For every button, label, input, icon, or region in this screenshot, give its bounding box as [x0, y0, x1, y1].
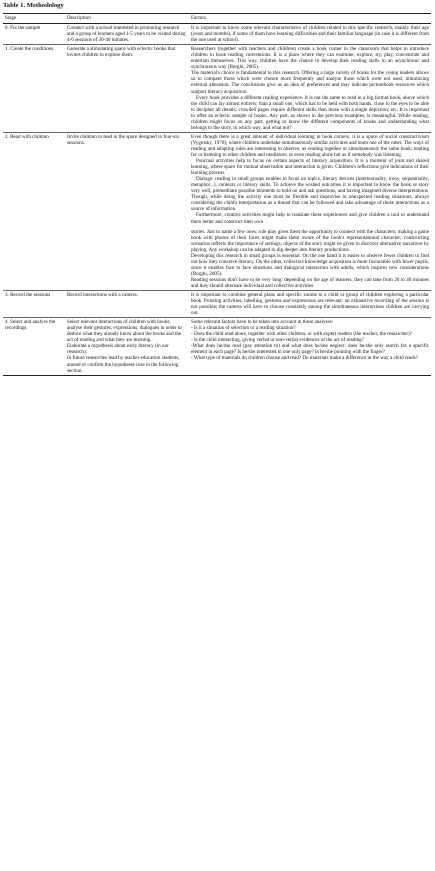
header-factors: Factors — [189, 14, 431, 24]
stage-cell: 0. Fix the sample — [5, 25, 41, 32]
factors-paragraph: It is important to know some relevant characteristics of children related to this specific research, mainly their age (years and months), if some of them have learning difficulties and their familiar language (in case it is different from the one used at school). — [191, 25, 429, 44]
factors-question: - Is the child interacting, giving verbal or non-verbal evidences of the act of reading? — [191, 337, 364, 344]
methodology-table — [3, 13, 431, 376]
header-stage: Stage — [3, 14, 65, 24]
description-cell — [65, 318, 189, 375]
factors-question: -What does he/she read (pay attention to) and what does he/she neglect: does he/she only search for a specific element in each page? Is he/she interested in one only page? Is he/she pointing with the finger? — [191, 343, 429, 356]
description-text: Generate a stimulating space with eclectic books that invites children to explore them. — [67, 46, 176, 59]
description-text: Elaborate a hypothesis about early literacy (in our research). — [67, 343, 169, 356]
table-row — [3, 318, 431, 375]
factors-paragraph: Developing this research in small groups is essential. On the one hand it is easier to observe fewer children to find out how they conceive literacy. On the other, collective knowledge acquisition is more favourable with fewer pupils, since it enables face to face situations and dialogical interaction with adults, which inspires new considerations (Borghi, 2005). — [191, 252, 429, 277]
factors-paragraph: It is important to combine general plans and specific zooms to a child or group of children exploring a particular book. Pointing activities, labelling, gestures and expressions are relevant: an exhaustive recording of the session is not possible; the camera will have to choose constantly among the simultaneous interactions children are carrying out. — [191, 292, 429, 317]
factors-question: - Is it a situation of selection or a reading situation? — [191, 325, 296, 332]
description-cell — [65, 45, 189, 133]
table-row — [3, 132, 431, 290]
factors-paragraph: stories. Just to name a few ones: role play gives them the opportunity to connect with the characters; making a game book with photos of their faces might make them aware of the book's representational character; constructing scenarios reflects the importance of settings; objects of the story might be given to discover alternative narratives by playing. Any workshop can be adapted to dig deeper into literary productions. — [191, 228, 429, 253]
factors-question: - What type of materials do children choose and read? Do materials make a difference in the way a child reads? — [191, 355, 418, 362]
stage-cell: 3. Record the sessions — [3, 291, 65, 318]
description-text: Connect with a school interested in promoting research and a group of learners aged 1-5 years to be visited during 4-6 sessions of 30-40 minutes. — [67, 25, 186, 44]
factors-cell — [189, 45, 431, 133]
stage-cell: 2. Read with children — [3, 132, 65, 290]
table-row — [3, 291, 431, 318]
header-description: Description — [65, 14, 189, 24]
document — [3, 2, 431, 376]
table-row — [3, 24, 431, 45]
description-text: Select relevant interactions of children with books; analyse their gestures, expressions, dialogues in order to deduce what they already know about the books and the act of reading and what they are learning. — [67, 319, 182, 344]
factors-paragraph: Furthermore, creative activities might help to translate these experiences and give children a tool to understand them better and construct their own — [191, 212, 429, 225]
factors-paragraph: Punctual activities help to focus on certain aspects of literacy acquisition. It is a moment of joint and shared learning, where space for mutual observation and interaction is given. Children's reflections give indications of their learning process. — [191, 158, 429, 177]
stage-cell: 4. Select and analyse the recordings — [3, 318, 65, 375]
stage-cell: 1. Create the conditions — [3, 45, 65, 133]
description-text: Record interactions with a camera. — [67, 292, 138, 299]
description-cell — [65, 24, 189, 45]
factors-paragraph: Some relevant factors have to be taken into account in these analyses: — [191, 319, 334, 326]
description-cell — [65, 291, 189, 318]
description-cell — [65, 132, 189, 290]
factors-paragraph: The material's choice is fundamental to this research. Offering a large variety of books for the young readers allows us to compare those which were chosen more frequently and analyse those which were not used, minimizing external alteration. The conclusions give us an idea of preferences and may indicate picturebook resources which support literacy acquisition. — [191, 70, 429, 95]
factors-cell — [189, 291, 431, 318]
description-text: In future researches lead by teacher education students, amend or confirm the hypotheses rose in the following section. — [67, 355, 180, 374]
factors-paragraph: Even though there is a great amount of individual learning in book corners, it is a space of social constructivism (Vygotsky, 1978), where children undertake simultaneously similar activities and learn one of the other. The ways of reading and adapting roles are interesting to observe, as reading together or simultaneously the same book; reading for or listening to other children and mediators; or even reading alone but as if somebody was listening. — [191, 133, 429, 158]
description-text: Invite children to read in the space designed in four-six sessions. — [67, 133, 180, 146]
table-row — [3, 45, 431, 133]
table-caption: Table 1. Methodology — [3, 2, 64, 9]
factors-cell — [189, 24, 431, 45]
factors-paragraph: Researchers (together with teachers and children) create a book corner in the classroom that helps to introduce children in book reading conventions. It is a place where they can examine, explore, try, play, concentrate and entertain themselves. This way, children have the chance to develop their reading skills in an asynchronic and synchronous way (Borghi, 2005). — [191, 46, 429, 71]
factors-paragraph: Reading sessions don't have to be very long: depending on the age of learners, they can take from 20 to 40 minutes and they should alternate individual and collective activities — [191, 276, 429, 289]
factors-cell — [189, 132, 431, 290]
factors-paragraph: Every book provides a different reading experience. It is not the same to read in a big format book, above which the child can lay almost entirely, than a small one, which has to be held with both hands, close to the eyes to be able to decipher all details; crowded pages require different skills than those with a single depiction; etc. It is important to offer an eclectic sample of books. Any part, as shown in the previous examples, is meaningful. While reading, children might focus on any part, getting to know the different components of books and understanding what belongs to the story, in which way, and what not? — [191, 94, 429, 131]
factors-question: - Does the child read alone, together with other children, or with expert readers (the teacher, the researcher)? — [191, 331, 412, 338]
factors-paragraph: Dialogic reading in small groups enables to focus on topics, literary devices (intertextuality, irony, sequentiality, metaphor...), contexts or literary skills. To achieve the wished outcomes it is important to know the book or story very well, premeditate possible moments to hold on and ask questions, and having imagined diverse interpretations. Though, while doing the activity one must be flexible and improvise in unexpected reading situations, always considering the child's interpretation as a thread that can be followed and take advantage of those interactions as a source of information. — [191, 176, 429, 213]
factors-cell — [189, 318, 431, 375]
table-header-row — [3, 14, 431, 24]
